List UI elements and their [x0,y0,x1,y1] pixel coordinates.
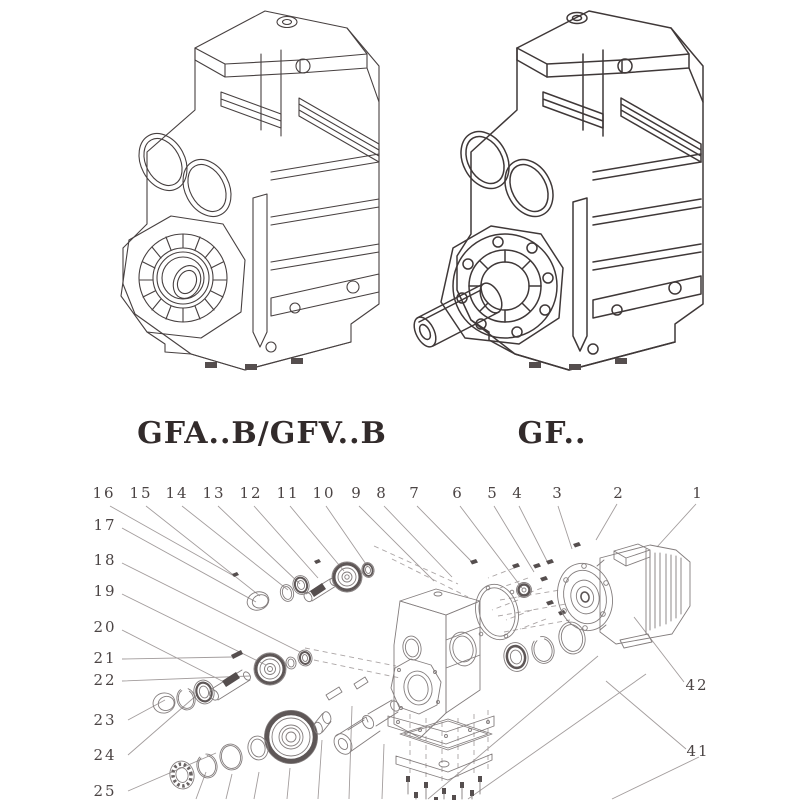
part-callout-15: 15 [129,484,153,502]
part-callout-8: 8 [376,484,388,502]
part-callout-14: 14 [165,484,189,502]
part-callout-42: 42 [685,676,709,694]
part-callout-22: 22 [93,671,117,689]
output-shaft-parts [167,677,401,791]
part-callout-10: 10 [312,484,336,502]
part-callout-41: 41 [686,742,710,760]
part-callout-9: 9 [351,484,363,502]
part-callout-1: 1 [692,484,704,502]
output-side-rings [501,620,588,674]
part-callout-3: 3 [552,484,564,502]
part-callout-25: 25 [93,782,117,800]
part-callout-5: 5 [487,484,499,502]
part-callout-18: 18 [93,551,117,569]
part-callout-20: 20 [93,618,117,636]
part-callout-6: 6 [452,484,464,502]
caption-gf: GF.. [517,416,587,451]
part-callout-2: 2 [613,484,625,502]
part-callout-19: 19 [93,582,117,600]
part-callout-7: 7 [409,484,421,502]
part-callout-16: 16 [92,484,116,502]
caption-gfab: GFA..B/GFV..B [137,416,387,451]
part-callout-12: 12 [239,484,263,502]
part-callout-21: 21 [93,649,117,667]
cover-bolts [406,776,482,800]
leader-lines [110,504,699,799]
intermediate-shaft-parts [151,649,313,716]
part-callout-24: 24 [93,746,117,764]
part-callout-17: 17 [93,516,117,534]
part-callout-4: 4 [512,484,524,502]
part-callout-11: 11 [276,484,300,502]
input-shaft-parts [232,559,375,613]
part-callout-23: 23 [93,711,117,729]
motor-illustration [551,544,690,648]
part-callout-13: 13 [202,484,226,502]
